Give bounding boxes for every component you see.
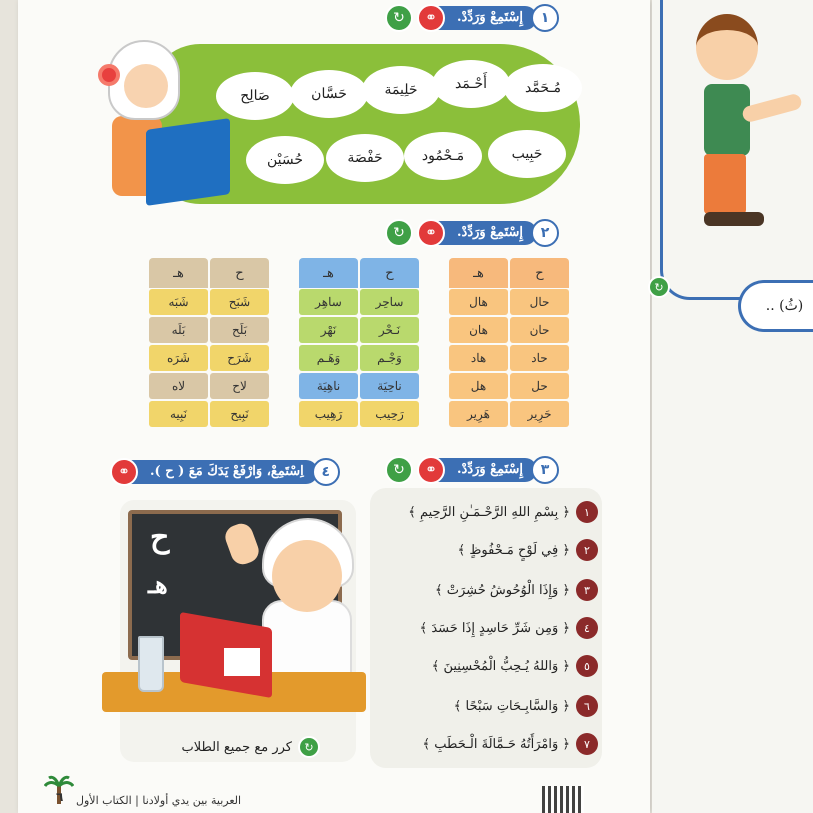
- section-number: ٣: [531, 456, 559, 484]
- table-row: شَبَه شَبَح: [148, 288, 270, 316]
- section-number: ١: [531, 4, 559, 32]
- table-header-haa: ح: [210, 258, 269, 288]
- verse-item: [376, 728, 598, 760]
- section-1-header: [385, 3, 559, 33]
- footer-title: العربية بين يدي أولادنا | الكتاب الأول: [76, 794, 242, 807]
- ear-icon[interactable]: ⚭: [417, 456, 445, 484]
- verse-text: ﴿ وَاللهُ يُـحِبُّ الْمُحْسِنِينَ ﴾: [431, 658, 570, 674]
- board-letter-haa: ح: [150, 520, 170, 555]
- table-row: نَهْر نَـحْر: [298, 316, 420, 344]
- ear-icon[interactable]: ⚭: [417, 4, 445, 32]
- section-number: ٤: [312, 458, 340, 486]
- blue-book-illustration: [146, 118, 230, 206]
- verse-item: [376, 496, 598, 528]
- repeat-icon[interactable]: ↻: [385, 4, 413, 32]
- boy-illustration-legs: [704, 154, 746, 214]
- letter-table-left: [148, 258, 270, 428]
- repeat-icon[interactable]: ↻: [298, 736, 320, 758]
- section-title: اِسْتَمِعْ، وَارْفَعْ يَدَكَ مَعَ ( ح ).: [120, 460, 318, 484]
- name-bubble: حَفْصَة: [326, 134, 404, 182]
- boy-illustration-head: [696, 14, 758, 80]
- section-4-header: [110, 457, 340, 487]
- ear-icon[interactable]: ⚭: [110, 458, 138, 486]
- verse-number: ٥: [576, 655, 598, 677]
- boy-illustration-face: [272, 540, 342, 612]
- verse-text: ﴿ فِي لَوْحٍ مَـحْفُوظٍ ﴾: [457, 542, 570, 558]
- section-3-header: [385, 455, 559, 485]
- boy-illustration-body: [262, 600, 352, 680]
- repeat-icon[interactable]: ↻: [385, 456, 413, 484]
- name-bubble: مَـحْمُود: [404, 132, 482, 180]
- verse-number: ١: [576, 501, 598, 523]
- repeat-caption: [140, 734, 320, 760]
- section-2-header: [385, 218, 559, 248]
- verse-text: ﴿ وَامْرَأَتُهُ حَـمَّالَةَ الْـحَطَبِ ﴾: [422, 736, 570, 752]
- section-title: إِسْتَمِعْ وَرَدِّدْ.: [427, 458, 537, 482]
- table-row: بَلَه بَلَح: [148, 316, 270, 344]
- table-header-haa: ح: [510, 258, 569, 288]
- name-bubble: حَبِيب: [488, 130, 566, 178]
- verse-item: [376, 574, 598, 606]
- table-row: هل حل: [448, 372, 570, 400]
- table-row: ناهِيَة ناحِيَة: [298, 372, 420, 400]
- qr-code-icon[interactable]: [542, 786, 584, 813]
- section-title: إِسْتَمِعْ وَرَدِّدْ.: [427, 6, 537, 30]
- letter-table-middle: [298, 258, 420, 428]
- boy-illustration-body: [704, 84, 750, 156]
- verse-number: ٦: [576, 695, 598, 717]
- verse-number: ٧: [576, 733, 598, 755]
- table-row: وَهَـم وَجْـم: [298, 344, 420, 372]
- repeat-icon[interactable]: ↻: [648, 276, 670, 298]
- name-bubble: حَلِيمَة: [362, 66, 440, 114]
- table-row: هاد حاد: [448, 344, 570, 372]
- speech-bubble: (ثُ) ..: [738, 280, 813, 332]
- verse-text: ﴿ وَالسَّابِـحَاتِ سَبْحًا ﴾: [453, 698, 570, 714]
- verse-number: ٢: [576, 539, 598, 561]
- table-row: لاه لاح: [148, 372, 270, 400]
- glass-illustration: [138, 636, 164, 692]
- verse-text: ﴿ وَمِن شَرِّ حَاسِدٍ إِذَا حَسَدَ ﴾: [419, 620, 570, 636]
- table-row: هال حال: [448, 288, 570, 316]
- table-row: نَبِيه نَبِيح: [148, 400, 270, 428]
- table-header-haa: ح: [360, 258, 419, 288]
- name-bubble: حَسَّان: [290, 70, 368, 118]
- verse-item: [376, 534, 598, 566]
- red-book-page: [224, 648, 260, 676]
- caption-text: كرر مع جميع الطلاب: [181, 739, 292, 755]
- table-header-ha: هـ: [149, 258, 208, 288]
- flower-icon: [98, 64, 120, 86]
- table-header-ha: هـ: [449, 258, 508, 288]
- table-row: شَرَه شَرَح: [148, 344, 270, 372]
- table-row: هان حان: [448, 316, 570, 344]
- name-bubble: أَحْـمَد: [432, 60, 510, 108]
- boy-illustration-feet: [704, 212, 764, 226]
- section-title: إِسْتَمِعْ وَرَدِّدْ.: [427, 221, 537, 245]
- table-row: رَهِيب رَحِيب: [298, 400, 420, 428]
- section-number: ٢: [531, 219, 559, 247]
- verse-text: ﴿ وَإِذَا الْوُحُوشُ حُشِرَتْ ﴾: [434, 582, 570, 598]
- verse-number: ٤: [576, 617, 598, 639]
- name-bubble: حُسَيْن: [246, 136, 324, 184]
- table-header-ha: هـ: [299, 258, 358, 288]
- verse-item: [376, 650, 598, 682]
- name-bubble: صَالِح: [216, 72, 294, 120]
- table-row: ساهِر ساحِر: [298, 288, 420, 316]
- page-number: ٦: [56, 790, 64, 804]
- verse-item: [376, 690, 598, 722]
- verse-number: ٣: [576, 579, 598, 601]
- verse-text: ﴿ بِسْمِ اللهِ الرَّحْـمَـٰنِ الرَّحِيمِ ﴾: [408, 504, 570, 520]
- verse-item: [376, 612, 598, 644]
- ear-icon[interactable]: ⚭: [417, 219, 445, 247]
- girl-illustration-face: [124, 64, 168, 108]
- board-letter-ha: هـ: [148, 570, 168, 599]
- name-bubble: مُـحَمَّد: [504, 64, 582, 112]
- letter-table-right: [448, 258, 570, 428]
- repeat-icon[interactable]: ↻: [385, 219, 413, 247]
- table-row: هَرِير حَرِير: [448, 400, 570, 428]
